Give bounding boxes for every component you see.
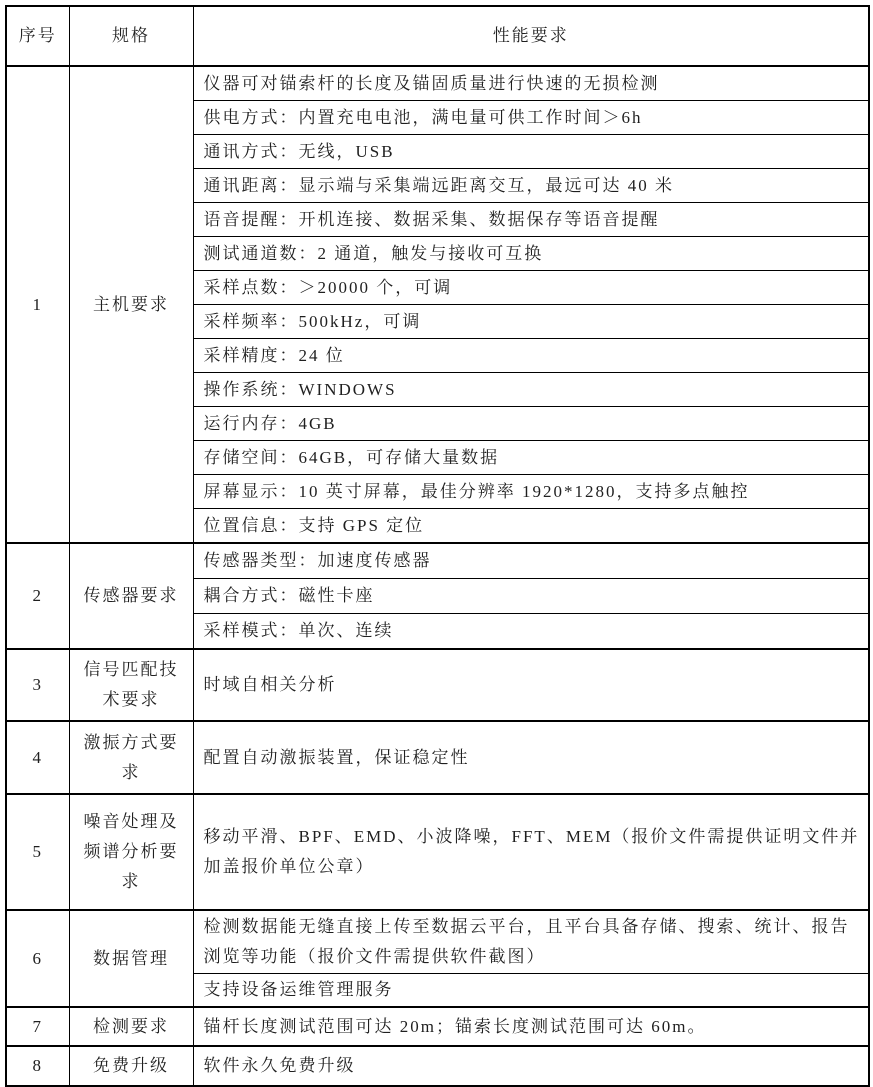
index-cell: 5	[6, 794, 69, 910]
table-row	[6, 66, 869, 101]
index-cell: 4	[6, 721, 69, 794]
table-row	[6, 721, 869, 794]
index-cell: 8	[6, 1046, 69, 1086]
table-row	[6, 794, 869, 910]
spec-cell: 数据管理	[69, 910, 193, 1007]
row-group-2	[6, 543, 869, 649]
spec-cell: 免费升级	[69, 1046, 193, 1086]
index-cell: 2	[6, 543, 69, 649]
requirement-cell: 配置自动激振装置，保证稳定性	[193, 721, 869, 794]
table-row	[6, 649, 869, 721]
index-cell: 7	[6, 1007, 69, 1046]
requirement-cell: 软件永久免费升级	[193, 1046, 869, 1086]
index-cell: 6	[6, 910, 69, 1007]
row-group-3	[6, 649, 869, 721]
spec-cell: 激振方式要求	[69, 721, 193, 794]
requirement-cell: 通讯距离：显示端与采集端远距离交互，最远可达 40 米	[193, 169, 869, 203]
spec-cell: 信号匹配技术要求	[69, 649, 193, 721]
table-row	[6, 543, 869, 579]
header-spec: 规格	[69, 6, 193, 66]
requirement-cell: 仪器可对锚索杆的长度及锚固质量进行快速的无损检测	[193, 66, 869, 101]
requirement-cell: 语音提醒：开机连接、数据采集、数据保存等语音提醒	[193, 203, 869, 237]
requirement-cell: 供电方式：内置充电电池，满电量可供工作时间＞6h	[193, 101, 869, 135]
spec-cell: 检测要求	[69, 1007, 193, 1046]
row-group-5	[6, 794, 869, 910]
table-row	[6, 1007, 869, 1046]
spec-requirements-table	[5, 5, 870, 1087]
requirement-cell: 时域自相关分析	[193, 649, 869, 721]
requirement-cell: 采样模式：单次、连续	[193, 614, 869, 650]
requirement-cell: 耦合方式：磁性卡座	[193, 579, 869, 614]
index-cell: 3	[6, 649, 69, 721]
requirement-cell: 运行内存：4GB	[193, 407, 869, 441]
requirement-cell: 锚杆长度测试范围可达 20m；锚索长度测试范围可达 60m。	[193, 1007, 869, 1046]
requirement-cell: 采样点数：＞20000 个，可调	[193, 271, 869, 305]
row-group-4	[6, 721, 869, 794]
row-group-6	[6, 910, 869, 1007]
spec-cell: 传感器要求	[69, 543, 193, 649]
table-row	[6, 910, 869, 974]
requirement-cell: 测试通道数：2 通道，触发与接收可互换	[193, 237, 869, 271]
table-row	[6, 1046, 869, 1086]
requirement-cell: 屏幕显示：10 英寸屏幕，最佳分辨率 1920*1280，支持多点触控	[193, 475, 869, 509]
requirement-cell: 位置信息：支持 GPS 定位	[193, 509, 869, 544]
row-group-7	[6, 1007, 869, 1046]
row-group-8	[6, 1046, 869, 1086]
requirement-cell: 检测数据能无缝直接上传至数据云平台，且平台具备存储、搜索、统计、报告浏览等功能（报价文件需提供软件截图）	[193, 910, 869, 974]
header-requirement: 性能要求	[193, 6, 869, 66]
requirement-cell: 通讯方式：无线，USB	[193, 135, 869, 169]
header-index: 序号	[6, 6, 69, 66]
index-cell: 1	[6, 66, 69, 543]
requirement-cell: 存储空间：64GB，可存储大量数据	[193, 441, 869, 475]
spec-cell: 噪音处理及频谱分析要求	[69, 794, 193, 910]
requirement-cell: 采样精度：24 位	[193, 339, 869, 373]
requirement-cell: 传感器类型：加速度传感器	[193, 543, 869, 579]
requirement-cell: 操作系统：WINDOWS	[193, 373, 869, 407]
row-group-1	[6, 66, 869, 543]
table-header-row	[6, 6, 869, 66]
requirement-cell: 采样频率：500kHz，可调	[193, 305, 869, 339]
requirement-cell: 移动平滑、BPF、EMD、小波降噪，FFT、MEM（报价文件需提供证明文件并加盖报价单位公章）	[193, 794, 869, 910]
spec-cell: 主机要求	[69, 66, 193, 543]
requirement-cell: 支持设备运维管理服务	[193, 974, 869, 1008]
